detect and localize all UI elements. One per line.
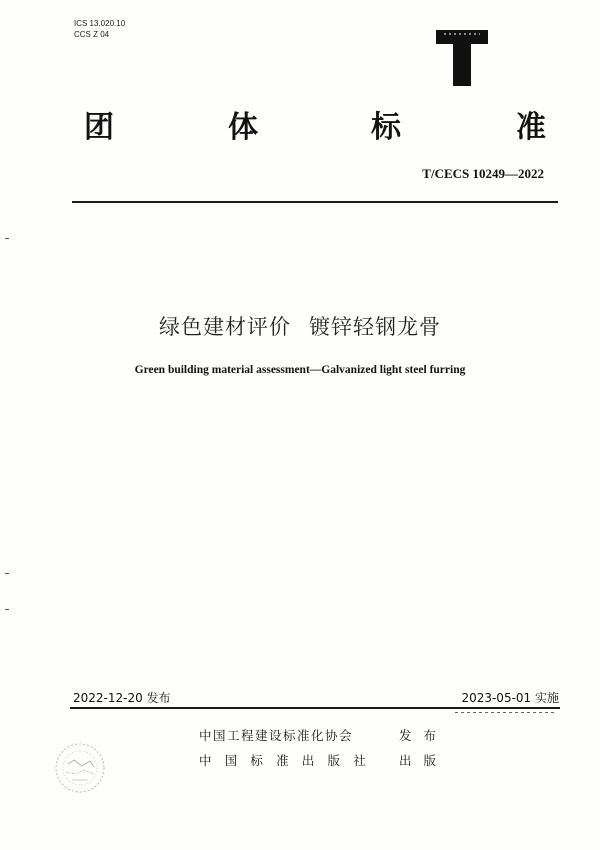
ccs-code: CCS Z 04 [74, 30, 110, 39]
ics-code: ICS 13.020.10 [74, 19, 126, 28]
standard-type-char: 体 [228, 110, 258, 145]
logo-stem [453, 44, 471, 86]
standard-type-char: 标 [371, 110, 401, 145]
publisher-action: 出版 [399, 753, 449, 768]
standard-type-char: 团 [84, 110, 114, 145]
margin-tick [5, 238, 9, 239]
implementation-date: 2023-05-01 实施 [461, 691, 559, 705]
title-chinese [0, 313, 600, 341]
bottom-divider [70, 707, 560, 709]
standard-type-char: 准 [516, 110, 546, 145]
publisher-action: 发布 [399, 728, 449, 743]
issue-date: 2022-12-20 发布 [73, 691, 171, 705]
publisher-org: 中国标准出版社 [199, 753, 379, 768]
margin-tick [5, 573, 9, 574]
top-divider [72, 201, 558, 203]
bottom-divider-texture [455, 712, 555, 713]
margin-tick [5, 609, 9, 610]
logo-print-texture [444, 33, 480, 35]
faint-stamp-seal-icon [52, 740, 108, 796]
standard-number: T/CECS 10249—2022 [422, 166, 544, 181]
title-cn-part1: 绿色建材评价 [159, 315, 291, 339]
title-cn-part2: 镀锌轻钢龙骨 [309, 315, 441, 339]
publisher-org: 中国工程建设标准化协会 [199, 728, 354, 743]
title-english: Green building material assessment—Galvanized light steel furring [134, 364, 466, 376]
standard-type-logo [436, 30, 488, 86]
publisher-line [199, 726, 448, 744]
publisher-line [199, 751, 448, 769]
